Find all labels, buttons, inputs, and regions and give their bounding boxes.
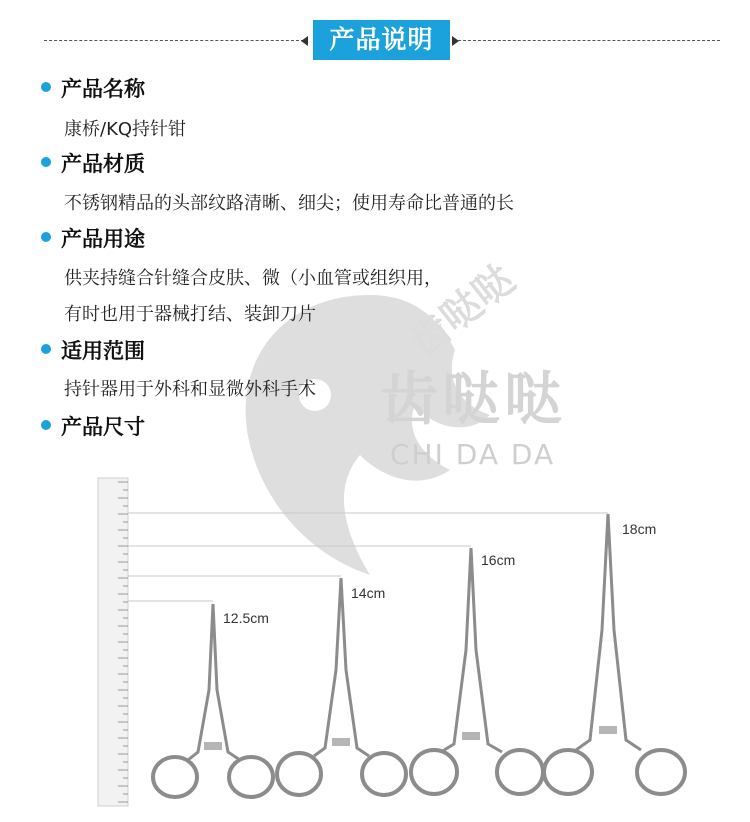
needle-holder-18cm: [544, 514, 685, 794]
bullet-icon: [41, 344, 51, 354]
watermark-text-en: CHI DA DA: [390, 438, 556, 471]
section-text-material: 不锈钢精品的头部纹路清晰、细尖；使用寿命比普通的长: [64, 193, 514, 214]
bullet-icon: [41, 157, 51, 167]
size-label-16cm: 16cm: [481, 552, 516, 568]
needle-holder-16cm: [411, 548, 543, 794]
section-title-name: 产品名称: [61, 77, 145, 101]
size-label-12-5cm: 12.5cm: [223, 610, 269, 626]
arrow-left-icon: [301, 36, 308, 46]
section-text-scope: 持针器用于外科和显微外科手术: [64, 379, 316, 400]
ruler-icon: [98, 478, 128, 806]
header-divider-left: [44, 40, 304, 41]
size-label-14cm: 14cm: [351, 585, 386, 601]
watermark-text-cn: 齿哒哒: [380, 365, 567, 433]
needle-holder-12-5cm: [153, 604, 273, 797]
bullet-icon: [41, 420, 51, 430]
section-title-size: 产品尺寸: [61, 415, 145, 439]
watermark-text-diagonal: 齿哒哒: [400, 256, 524, 367]
section-text-name: 康桥/KQ持针钳: [64, 119, 187, 140]
section-text-usage-2: 有时也用于器械打结、装卸刀片: [64, 304, 316, 325]
section-title-scope: 适用范围: [61, 339, 145, 363]
section-title-material: 产品材质: [61, 152, 145, 176]
section-header-title: 产品说明: [313, 20, 450, 60]
section-title-usage: 产品用途: [61, 227, 145, 251]
product-size-figure: [96, 470, 716, 810]
bullet-icon: [41, 82, 51, 92]
arrow-right-icon: [452, 36, 459, 46]
header-divider-right: [458, 40, 720, 41]
needle-holder-14cm: [277, 578, 406, 795]
bullet-icon: [41, 232, 51, 242]
section-text-usage-1: 供夹持缝合针缝合皮肤、微（小血管或组织用，: [64, 268, 442, 289]
size-label-18cm: 18cm: [622, 521, 657, 537]
